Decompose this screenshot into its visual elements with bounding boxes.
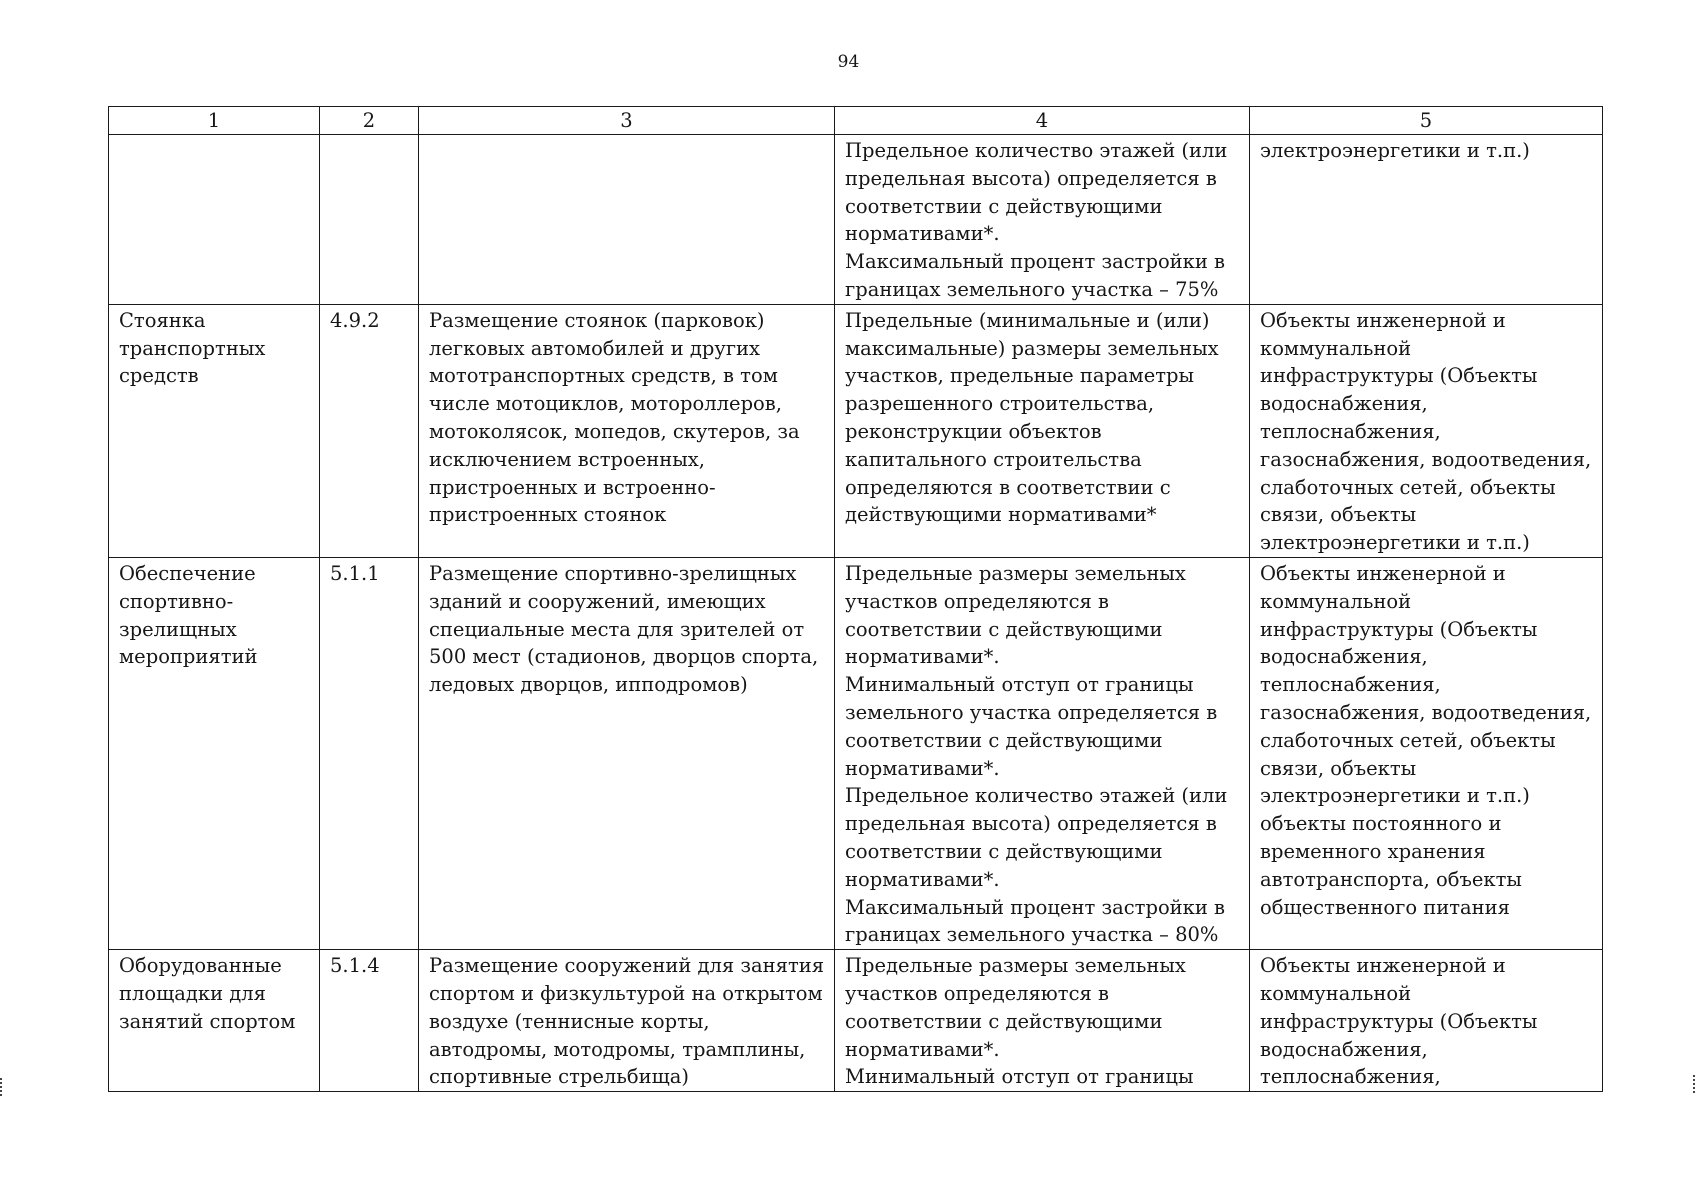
use-description-line: пристроенных стоянок bbox=[429, 503, 667, 527]
building-parameters-line: границах земельного участка – 75% bbox=[845, 277, 1219, 301]
building-parameters-line: Минимальный отступ от границы bbox=[845, 673, 1194, 697]
use-code-cell bbox=[320, 135, 419, 305]
auxiliary-objects-line: слаботочных сетей, объекты bbox=[1260, 475, 1556, 499]
use-description-line: Размещение сооружений для занятия bbox=[429, 954, 825, 978]
column-header-4: 4 bbox=[835, 107, 1250, 135]
building-parameters-line: разрешенного строительства, bbox=[845, 392, 1155, 416]
use-description-line: спортивные стрельбища) bbox=[429, 1065, 689, 1089]
use-code-text: 5.1.4 bbox=[330, 954, 380, 978]
use-description-line: 500 мест (стадионов, дворцов спорта, bbox=[429, 645, 819, 669]
use-code-cell bbox=[320, 950, 419, 1092]
permitted-use-name-line: площадки для bbox=[119, 981, 266, 1005]
building-parameters-line: Предельные размеры земельных bbox=[845, 954, 1186, 978]
auxiliary-objects-line: Объекты инженерной и bbox=[1260, 561, 1506, 585]
building-parameters-line: нормативами*. bbox=[845, 867, 1000, 891]
building-parameters-line: участков определяются в bbox=[845, 589, 1109, 613]
use-description-cell bbox=[419, 135, 835, 305]
permitted-use-name-line: занятий спортом bbox=[119, 1009, 296, 1033]
auxiliary-objects-line: коммунальной bbox=[1260, 336, 1412, 360]
auxiliary-objects-cell bbox=[1250, 304, 1603, 557]
auxiliary-objects-line: временного хранения bbox=[1260, 839, 1486, 863]
auxiliary-objects-line: теплоснабжения, bbox=[1260, 419, 1441, 443]
building-parameters-line: границах земельного участка – 80% bbox=[845, 923, 1219, 947]
building-parameters-line: определяются в соответствии с bbox=[845, 475, 1171, 499]
use-description-line: пристроенных и встроенно- bbox=[429, 475, 716, 499]
column-header-1: 1 bbox=[109, 107, 320, 135]
scan-edge-mark-right bbox=[1693, 1075, 1697, 1093]
use-description-line: числе мотоциклов, мотороллеров, bbox=[429, 392, 782, 416]
use-description-line: ледовых дворцов, ипподромов) bbox=[429, 673, 748, 697]
auxiliary-objects-line: электроэнергетики и т.п.) bbox=[1260, 139, 1530, 162]
permitted-use-name-line: мероприятий bbox=[119, 645, 258, 669]
permitted-use-name-line: транспортных bbox=[119, 336, 266, 360]
table-body bbox=[109, 135, 1603, 1092]
use-description-line: специальные места для зрителей от bbox=[429, 617, 805, 641]
permitted-use-name-line: Обеспечение bbox=[119, 561, 256, 585]
use-description-line: мототранспортных средств, в том bbox=[429, 364, 778, 388]
building-parameters-line: Предельное количество этажей (или bbox=[845, 139, 1228, 162]
building-parameters-line: участков, предельные параметры bbox=[845, 364, 1195, 388]
building-parameters-line: Максимальный процент застройки в bbox=[845, 250, 1226, 274]
permitted-use-name-line: зрелищных bbox=[119, 617, 237, 641]
building-parameters-line: земельного участка определяется в bbox=[845, 700, 1218, 724]
auxiliary-objects-line: связи, объекты bbox=[1260, 503, 1417, 527]
building-parameters-line: соответствии с действующими bbox=[845, 617, 1163, 641]
table-row bbox=[109, 950, 1603, 1092]
permitted-use-name-line: Оборудованные bbox=[119, 954, 282, 978]
use-description-cell bbox=[419, 950, 835, 1092]
table-row bbox=[109, 135, 1603, 305]
building-parameters-line: соответствии с действующими bbox=[845, 839, 1163, 863]
building-parameters-line: предельная высота) определяется в bbox=[845, 166, 1217, 190]
auxiliary-objects-line: объекты постоянного и bbox=[1260, 812, 1502, 836]
column-header-3: 3 bbox=[419, 107, 835, 135]
use-description-line: Размещение стоянок (парковок) bbox=[429, 308, 765, 332]
use-description-line: легковых автомобилей и других bbox=[429, 336, 761, 360]
auxiliary-objects-line: водоснабжения, bbox=[1260, 1037, 1428, 1061]
auxiliary-objects-cell bbox=[1250, 950, 1603, 1092]
permitted-use-name-cell bbox=[109, 304, 320, 557]
building-parameters-line: Максимальный процент застройки в bbox=[845, 895, 1226, 919]
use-code-cell bbox=[320, 304, 419, 557]
table-row bbox=[109, 304, 1603, 557]
auxiliary-objects-line: коммунальной bbox=[1260, 589, 1412, 613]
auxiliary-objects-line: инфраструктуры (Объекты bbox=[1260, 617, 1538, 641]
auxiliary-objects-cell bbox=[1250, 557, 1603, 949]
building-parameters-line: Минимальный отступ от границы bbox=[845, 1065, 1194, 1089]
land-use-table bbox=[108, 106, 1603, 1092]
building-parameters-cell bbox=[835, 135, 1250, 305]
auxiliary-objects-line: Объекты инженерной и bbox=[1260, 954, 1506, 978]
auxiliary-objects-line: теплоснабжения, bbox=[1260, 673, 1441, 697]
permitted-use-name-cell bbox=[109, 135, 320, 305]
building-parameters-line: соответствии с действующими bbox=[845, 194, 1163, 218]
scan-edge-mark-left bbox=[0, 1078, 4, 1096]
auxiliary-objects-line: электроэнергетики и т.п.) bbox=[1260, 784, 1530, 808]
building-parameters-line: Предельные размеры земельных bbox=[845, 561, 1186, 585]
auxiliary-objects-line: инфраструктуры (Объекты bbox=[1260, 364, 1538, 388]
auxiliary-objects-line: водоснабжения, bbox=[1260, 645, 1428, 669]
use-description-line: исключением встроенных, bbox=[429, 447, 705, 471]
permitted-use-name-line: спортивно- bbox=[119, 589, 234, 613]
building-parameters-cell bbox=[835, 950, 1250, 1092]
column-header-2: 2 bbox=[320, 107, 419, 135]
use-description-cell bbox=[419, 304, 835, 557]
use-code-cell bbox=[320, 557, 419, 949]
permitted-use-name-line: Стоянка bbox=[119, 308, 206, 332]
use-description-line: зданий и сооружений, имеющих bbox=[429, 589, 766, 613]
use-description-line: автодромы, мотодромы, трамплины, bbox=[429, 1037, 806, 1061]
building-parameters-line: нормативами*. bbox=[845, 756, 1000, 780]
auxiliary-objects-line: инфраструктуры (Объекты bbox=[1260, 1009, 1538, 1033]
auxiliary-objects-cell bbox=[1250, 135, 1603, 305]
use-description-line: спортом и физкультурой на открытом bbox=[429, 981, 823, 1005]
header-row bbox=[109, 107, 1603, 135]
auxiliary-objects-line: Объекты инженерной и bbox=[1260, 308, 1506, 332]
use-code-text: 5.1.1 bbox=[330, 561, 380, 585]
building-parameters-line: соответствии с действующими bbox=[845, 1009, 1163, 1033]
auxiliary-objects-line: коммунальной bbox=[1260, 981, 1412, 1005]
auxiliary-objects-line: теплоснабжения, bbox=[1260, 1065, 1441, 1089]
page-number: 94 bbox=[837, 52, 860, 72]
building-parameters-line: нормативами*. bbox=[845, 645, 1000, 669]
building-parameters-line: предельная высота) определяется в bbox=[845, 812, 1217, 836]
building-parameters-cell bbox=[835, 557, 1250, 949]
auxiliary-objects-line: слаботочных сетей, объекты bbox=[1260, 728, 1556, 752]
building-parameters-line: соответствии с действующими bbox=[845, 728, 1163, 752]
building-parameters-line: Предельные (минимальные и (или) bbox=[845, 308, 1210, 332]
auxiliary-objects-line: газоснабжения, водоотведения, bbox=[1260, 700, 1592, 724]
building-parameters-cell bbox=[835, 304, 1250, 557]
use-description-cell bbox=[419, 557, 835, 949]
building-parameters-line: участков определяются в bbox=[845, 981, 1109, 1005]
use-description-line: мотоколясок, мопедов, скутеров, за bbox=[429, 419, 800, 443]
building-parameters-line: реконструкции объектов bbox=[845, 419, 1102, 443]
auxiliary-objects-line: газоснабжения, водоотведения, bbox=[1260, 447, 1592, 471]
building-parameters-line: Предельное количество этажей (или bbox=[845, 784, 1228, 808]
building-parameters-line: нормативами*. bbox=[845, 1037, 1000, 1061]
auxiliary-objects-line: водоснабжения, bbox=[1260, 392, 1428, 416]
table-row bbox=[109, 557, 1603, 949]
use-description-line: Размещение спортивно-зрелищных bbox=[429, 561, 797, 585]
building-parameters-line: максимальные) размеры земельных bbox=[845, 336, 1219, 360]
auxiliary-objects-line: электроэнергетики и т.п.) bbox=[1260, 531, 1530, 555]
auxiliary-objects-line: общественного питания bbox=[1260, 895, 1510, 919]
use-code-text: 4.9.2 bbox=[330, 308, 380, 332]
column-header-5: 5 bbox=[1250, 107, 1603, 135]
building-parameters-line: капитального строительства bbox=[845, 447, 1142, 471]
use-description-line: воздухе (теннисные корты, bbox=[429, 1009, 710, 1033]
building-parameters-line: нормативами*. bbox=[845, 222, 1000, 246]
permitted-use-name-cell bbox=[109, 950, 320, 1092]
permitted-use-name-line: средств bbox=[119, 364, 199, 388]
auxiliary-objects-line: связи, объекты bbox=[1260, 756, 1417, 780]
permitted-use-name-cell bbox=[109, 557, 320, 949]
auxiliary-objects-line: автотранспорта, объекты bbox=[1260, 867, 1522, 891]
building-parameters-line: действующими нормативами* bbox=[845, 503, 1157, 527]
